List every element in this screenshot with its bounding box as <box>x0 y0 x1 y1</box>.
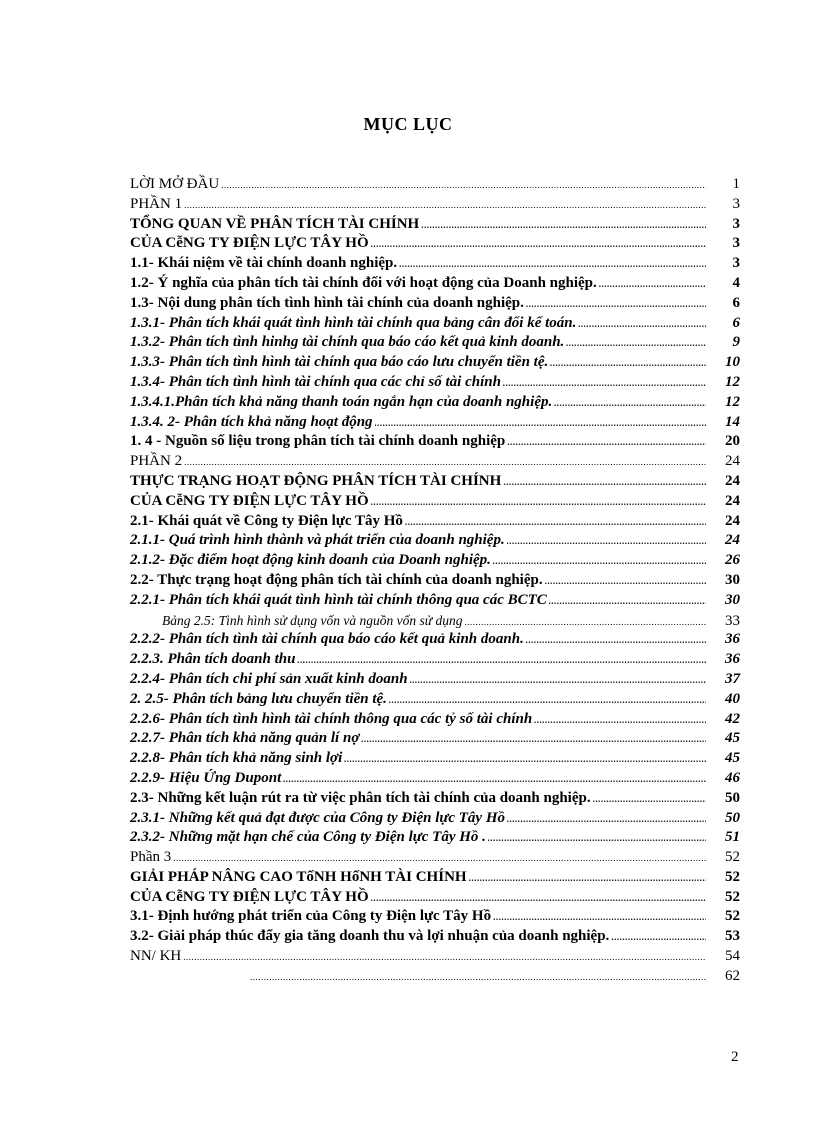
toc-entry-text: 2.2.9- Hiệu Ứng Dupont <box>130 769 282 786</box>
toc-entry <box>130 413 740 433</box>
toc-entry-text: Phần 3 <box>130 849 172 866</box>
dot-leader <box>507 532 706 552</box>
dot-leader <box>550 354 706 374</box>
toc-entry-page: 45 <box>725 750 740 767</box>
toc-entry-text: LỜI MỞ ĐẦU <box>130 176 220 192</box>
toc-entry-text: 2.2.3. Phân tích doanh thu <box>130 651 296 668</box>
toc-entry-text: 2.3.2- Những mặt hạn chế của Công ty Điện lực Tây Hồ . <box>130 829 486 846</box>
toc-entry-page: 50 <box>725 789 740 806</box>
toc-entry-page: 24 <box>725 492 740 509</box>
toc-entry-text: 2.1- Khái quát về Công ty Điện lực Tây Hồ <box>130 512 403 529</box>
toc-entry-text: NN/ KH <box>130 948 182 965</box>
toc-entry-text: 3.1- Định hướng phát triển của Công ty Điện lực Tây Hồ <box>130 908 492 925</box>
toc-entry <box>130 591 740 611</box>
dot-leader <box>371 235 706 255</box>
toc-entry <box>130 314 740 334</box>
toc-entry-page: 10 <box>725 354 740 371</box>
dot-leader <box>389 691 706 711</box>
toc-entry-page: 33 <box>725 612 740 629</box>
toc-entry-page: 46 <box>725 769 740 786</box>
toc-entry-text: 3.2- Giải pháp thúc đẩy gia tăng doanh thu và lợi nhuận của doanh nghiệp. <box>130 928 610 945</box>
dot-leader <box>221 176 706 196</box>
toc-entry-page: 30 <box>725 571 740 588</box>
toc-entry-page: 24 <box>725 453 740 470</box>
toc-entry <box>130 571 740 591</box>
toc-entry <box>130 551 740 571</box>
dot-leader <box>599 275 706 295</box>
dot-leader <box>545 572 706 592</box>
toc-entry <box>130 670 740 690</box>
toc-entry <box>130 234 740 254</box>
page-number: 2 <box>731 1049 739 1065</box>
toc-entry-text: 2.3.1- Những kết quả đạt được của Công ty Điện lực Tây Hồ <box>130 809 505 826</box>
toc-entry <box>130 888 740 908</box>
toc-entry-text: 2.2.4- Phân tích chi phí sản xuất kinh doanh <box>130 670 408 687</box>
toc-entry <box>130 927 740 947</box>
toc-entry-page: 36 <box>725 631 740 648</box>
toc-entry <box>130 492 740 512</box>
dot-leader <box>493 908 706 928</box>
dot-leader <box>361 730 706 750</box>
dot-leader <box>611 928 706 948</box>
toc-entry-page: 20 <box>725 433 740 450</box>
toc-entry-text: THỰC TRẠNG HOẠT ĐỘNG PHÂN TÍCH TÀI CHÍNH <box>130 472 502 489</box>
toc-entry <box>130 848 740 868</box>
dot-leader <box>593 790 706 810</box>
toc-entry-page: 24 <box>725 472 740 489</box>
dot-leader <box>503 473 706 493</box>
toc-entry-page: 51 <box>725 829 740 846</box>
toc-entry <box>130 393 740 413</box>
dot-leader <box>371 493 706 513</box>
toc-entry <box>130 769 740 789</box>
toc-entry-page: 50 <box>725 809 740 826</box>
toc-entry-text: 1.3.4- Phân tích tình hình tài chính qua các chỉ số tài chính <box>130 373 501 390</box>
toc-entry-page: 54 <box>725 948 740 965</box>
dot-leader <box>507 810 706 830</box>
toc-entry <box>130 868 740 888</box>
dot-leader <box>184 453 706 473</box>
toc-entry-page: 62 <box>725 967 740 984</box>
dot-leader <box>493 552 706 572</box>
toc-entry-page: 4 <box>732 274 740 291</box>
toc-entry <box>130 274 740 294</box>
dot-leader <box>488 829 706 849</box>
toc-entry <box>130 512 740 532</box>
toc-entry-page: 45 <box>725 730 740 747</box>
toc-entry-text: 2.2.8- Phân tích khả năng sinh lợi <box>130 750 343 767</box>
toc-entry <box>130 729 740 749</box>
toc-entry-text: 2.2.2- Phân tích tình tài chính qua báo cáo kết quả kinh doanh. <box>130 631 524 648</box>
toc-entry-text: 2.2.6- Phân tích tình hình tài chính thông qua các tỷ số tài chính <box>130 710 533 727</box>
toc-entry-text: CỦA CễNG TY ĐIỆN LỰC TÂY HỒ <box>130 235 369 252</box>
toc-entry-text: 2.2- Thực trạng hoạt động phân tích tài chính của doanh nghiệp. <box>130 571 543 588</box>
toc-entry <box>130 789 740 809</box>
toc-entry-page: 52 <box>725 888 740 905</box>
toc-entry-page: 52 <box>725 908 740 925</box>
toc-entry-page: 42 <box>725 710 740 727</box>
toc-entry-text: PHẦN 1 <box>130 195 183 212</box>
toc-entry-page: 24 <box>725 532 740 549</box>
toc-entry <box>130 690 740 710</box>
toc-entry-text: 2.1.1- Quá trình hình thành và phát triển của doanh nghiệp. <box>130 532 505 549</box>
toc-entry-text: GIẢI PHÁP NÂNG CAO TốNH HốNH TÀI CHÍNH <box>130 868 467 885</box>
toc-entry <box>130 333 740 353</box>
toc-entry <box>130 809 740 829</box>
dot-leader <box>469 869 706 889</box>
dot-leader <box>399 255 706 275</box>
toc-entry-page: 12 <box>725 373 740 390</box>
toc-entry-page: 14 <box>725 413 740 430</box>
toc-entry-page: 3 <box>732 195 740 212</box>
toc-entry-text: CỦA CễNG TY ĐIỆN LỰC TÂY HỒ <box>130 888 369 905</box>
toc-entry-text: TỔNG QUAN VỀ PHÂN TÍCH TÀI CHÍNH <box>130 215 420 232</box>
toc-entry-page: 37 <box>725 670 740 687</box>
toc-entry-text: 2.1.2- Đặc điểm hoạt động kinh doanh của Doanh nghiệp. <box>130 552 491 569</box>
toc-entry <box>130 452 740 472</box>
dot-leader <box>503 374 706 394</box>
toc-entry-text: 1.3.4.1.Phân tích khả năng thanh toán ngắn hạn của doanh nghiệp. <box>130 393 553 410</box>
dot-leader <box>375 414 706 434</box>
toc-entry-page: 3 <box>732 235 740 252</box>
toc-entry-text: CỦA CễNG TY ĐIỆN LỰC TÂY HỒ <box>130 492 369 509</box>
toc-entry-text: Bảng 2.5: Tình hình sử dụng vốn và nguồn vốn sử dụng <box>162 612 463 628</box>
toc-entry-page: 3 <box>732 215 740 232</box>
toc-entry <box>130 373 740 393</box>
toc-entry-text: 1.3.4. 2- Phân tích khả năng hoạt động <box>130 413 373 430</box>
toc-entry-text: 2.2.7- Phân tích khả năng quản lí nợ <box>130 730 360 747</box>
dot-leader <box>371 889 706 909</box>
toc-entry-page: 6 <box>732 294 740 311</box>
dot-leader <box>173 849 706 869</box>
toc-entry-page: 36 <box>725 651 740 668</box>
toc-entry <box>130 472 740 492</box>
toc-entry-text: 1.2- Ý nghĩa của phân tích tài chính đối với hoạt động của Doanh nghiệp. <box>130 274 597 291</box>
toc-entry-page: 9 <box>732 334 740 351</box>
toc-entry-page: 3 <box>732 255 740 272</box>
dot-leader <box>250 968 706 988</box>
toc-entry <box>130 947 740 967</box>
toc-entry-page: 26 <box>725 552 740 569</box>
toc-entry-text: 1.3.1- Phân tích khái quát tình hình tài chính qua bảng cân đối kế toán. <box>130 314 577 331</box>
dot-leader <box>297 651 706 671</box>
toc-entry <box>130 828 740 848</box>
dot-leader <box>507 433 706 453</box>
dot-leader <box>410 671 706 691</box>
toc-entry <box>130 630 740 650</box>
toc-entry <box>130 650 740 670</box>
dot-leader <box>405 513 706 533</box>
toc-entry-page: 30 <box>725 591 740 608</box>
dot-leader <box>183 948 706 968</box>
toc-entry <box>130 749 740 769</box>
toc-entry-page: 12 <box>725 393 740 410</box>
toc-entry-text: 1.3.3- Phân tích tình hình tài chính qua báo cáo lưu chuyển tiền tệ. <box>130 354 549 371</box>
toc-entry-page: 1 <box>732 176 740 192</box>
dot-leader <box>184 196 706 216</box>
dot-leader <box>554 394 706 414</box>
toc-entry-text: 2.2.1- Phân tích khái quát tình hình tài chính thông qua các BCTC <box>130 591 547 608</box>
toc-entry-text: 2. 2.5- Phân tích bảng lưu chuyển tiền tệ. <box>130 690 387 707</box>
toc-entry-page: 24 <box>725 512 740 529</box>
toc-entry <box>130 353 740 373</box>
toc-entry-text: 1.3.2- Phân tích tình hinhg tài chính qua báo cáo kết quả kinh doanh. <box>130 334 565 351</box>
toc-entry <box>130 967 740 987</box>
toc-entry <box>130 175 740 195</box>
dot-leader <box>534 711 706 731</box>
dot-leader <box>549 592 706 612</box>
toc-entry-page: 52 <box>725 849 740 866</box>
toc-entry-text: 2.3- Những kết luận rút ra từ việc phân tích tài chính của doanh nghiệp. <box>130 789 591 806</box>
toc-entry <box>130 531 740 551</box>
page-title: MỤC LỤC <box>363 114 453 134</box>
dot-leader <box>283 770 706 790</box>
toc-entry <box>130 907 740 927</box>
dot-leader <box>421 216 706 236</box>
toc-entry-page: 52 <box>725 868 740 885</box>
toc-entry <box>130 294 740 314</box>
toc-entry-page: 6 <box>732 314 740 331</box>
dot-leader <box>344 750 706 770</box>
toc-entry <box>130 432 740 452</box>
table-of-contents <box>130 175 740 987</box>
toc-entry-page: 40 <box>725 690 740 707</box>
toc-entry <box>130 195 740 215</box>
toc-entry-page: 53 <box>725 928 740 945</box>
dot-leader <box>566 334 706 354</box>
toc-entry-text: 1. 4 - Nguồn số liệu trong phân tích tài chính doanh nghiệp <box>130 433 506 450</box>
toc-entry <box>130 710 740 730</box>
dot-leader <box>526 631 706 651</box>
toc-entry-text: 1.3- Nội dung phân tích tình hình tài chính của doanh nghiệp. <box>130 294 524 311</box>
toc-entry <box>130 611 740 631</box>
dot-leader <box>578 315 706 335</box>
toc-entry-text: 1.1- Khái niệm về tài chính doanh nghiệp. <box>130 255 398 272</box>
dot-leader <box>526 295 706 315</box>
toc-entry <box>130 254 740 274</box>
toc-entry <box>130 215 740 235</box>
toc-entry-text: PHẦN 2 <box>130 453 183 470</box>
